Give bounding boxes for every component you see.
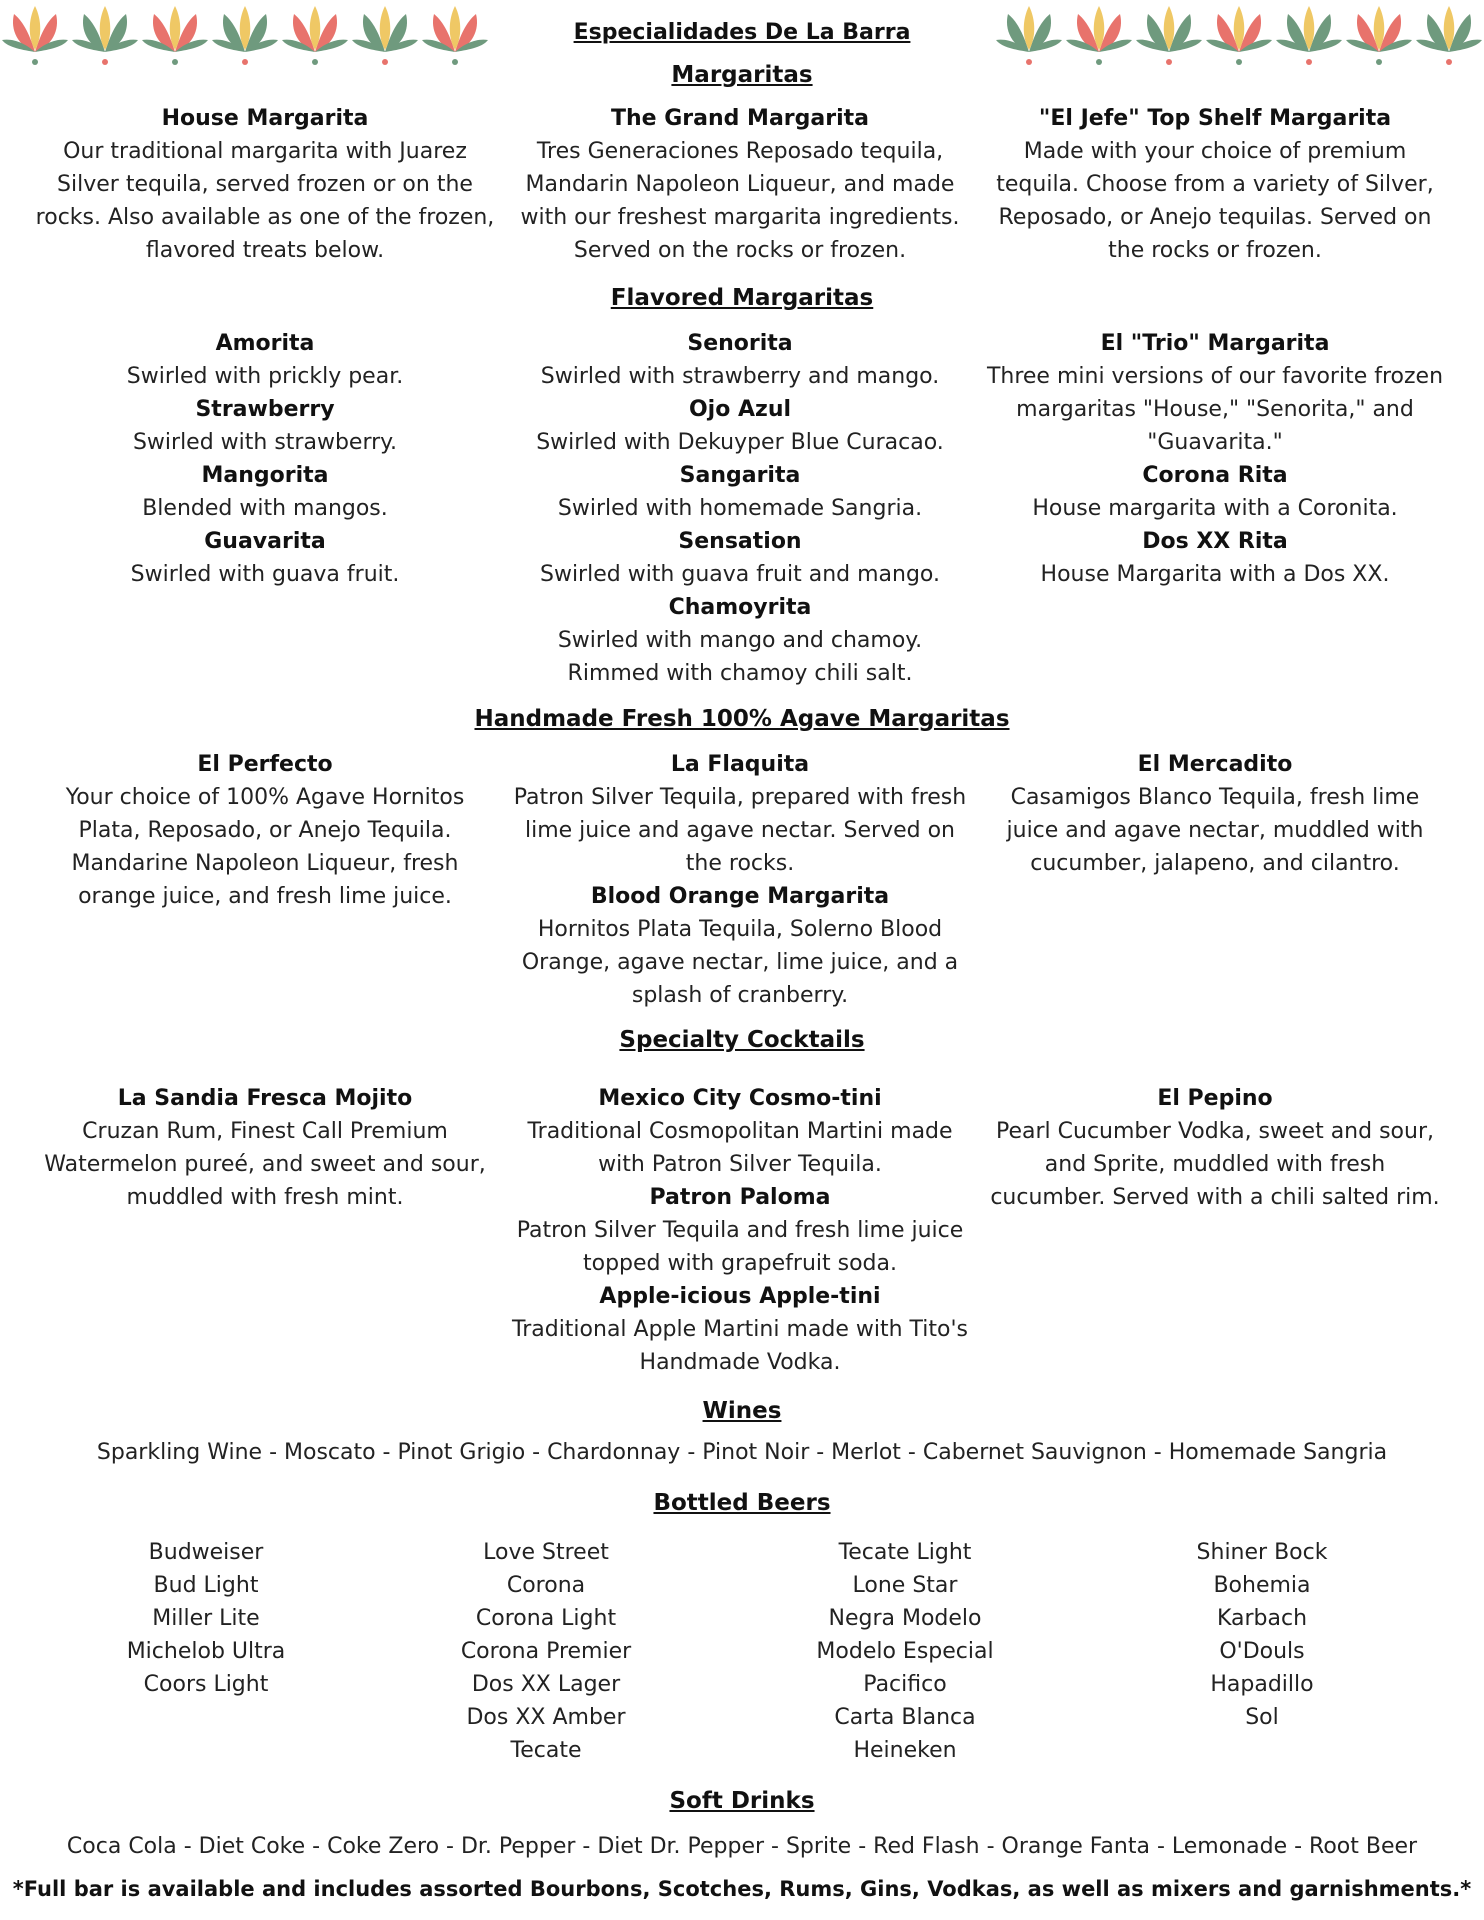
list-item: Dos XX Lager [471, 1672, 621, 1697]
handmade-col-3 [985, 748, 1445, 880]
item-name: La Sandia Fresca Mojito [117, 1086, 413, 1111]
item-name: Ojo Azul [688, 397, 792, 422]
list-item: O'Douls [1219, 1639, 1305, 1664]
list-item: Dos XX Amber [466, 1705, 626, 1730]
item-description: Patron Silver Tequila, prepared with fresh lime juice and agave nectar. Served on the rocks. [513, 785, 967, 876]
item-description: Hornitos Plata Tequila, Solerno Blood Orange, agave nectar, lime juice, and a splash of cranberry. [521, 917, 959, 1008]
cocktails-col-1 [35, 1082, 495, 1214]
footer-note: *Full bar is available and includes assorted Bourbons, Scotches, Rums, Gins, Vodkas, as well as mixers and garnishments.* [12, 1877, 1472, 1901]
handmade-col-1 [35, 748, 495, 913]
item-name: House Margarita [161, 106, 369, 131]
item-description: Swirled with strawberry. [132, 430, 398, 455]
item-name: Strawberry [195, 397, 335, 422]
beers-col-1 [56, 1536, 356, 1701]
item-name: Apple-icious Apple-tini [599, 1284, 881, 1309]
item-name: Corona Rita [1142, 463, 1288, 488]
flavored-col-3 [985, 327, 1445, 591]
soft-drinks-list: Coca Cola - Diet Coke - Coke Zero - Dr. Pepper - Diet Dr. Pepper - Sprite - Red Flash - Orange Fanta - Lemonade - Root Beer [66, 1834, 1418, 1859]
list-item: Carta Blanca [834, 1705, 976, 1730]
section-heading-beers: Bottled Beers [653, 1490, 831, 1516]
wines-list: Sparkling Wine - Moscato - Pinot Grigio - Chardonnay - Pinot Noir - Merlot - Cabernet Sauvignon - Homemade Sangria [96, 1440, 1388, 1465]
section-heading-wines: Wines [702, 1398, 782, 1424]
flavored-col-1 [35, 327, 495, 591]
menu-item [510, 102, 970, 267]
item-name: Chamoyrita [668, 595, 812, 620]
item-description: Cruzan Rum, Finest Call Premium Watermelon pureé, and sweet and sour, muddled with fresh mint. [44, 1119, 486, 1210]
item-description: Swirled with guava fruit and mango. [539, 562, 940, 587]
item-description: Your choice of 100% Agave Hornitos Plata, Reposado, or Anejo Tequila. Mandarine Napoleon Liqueur, fresh orange juice, and fresh lime juice. [65, 785, 465, 909]
item-description: Tres Generaciones Reposado tequila, Mandarin Napoleon Liqueur, and made with our freshest margarita ingredients. Served on the rocks or frozen. [520, 139, 960, 263]
item-description: Pearl Cucumber Vodka, sweet and sour, and Sprite, muddled with fresh cucumber. Served with a chili salted rim. [990, 1119, 1440, 1210]
list-item: Coors Light [143, 1672, 269, 1697]
list-item: Corona [506, 1573, 586, 1598]
item-description: Our traditional margarita with Juarez Silver tequila, served frozen or on the rocks. Also available as one of the frozen, flavored treats below. [35, 139, 495, 263]
beers-col-2 [396, 1536, 696, 1767]
menu-item [985, 102, 1445, 267]
item-name: Senorita [687, 331, 793, 356]
item-name: El Pepino [1157, 1086, 1273, 1111]
item-description: Casamigos Blanco Tequila, fresh lime juice and agave nectar, muddled with cucumber, jalapeno, and cilantro. [1006, 785, 1424, 876]
list-item: Shiner Bock [1196, 1540, 1328, 1565]
item-description: Blended with mangos. [142, 496, 388, 521]
list-item: Tecate Light [838, 1540, 972, 1565]
beers-col-3 [755, 1536, 1055, 1767]
flavored-col-2 [510, 327, 970, 690]
item-name: "El Jefe" Top Shelf Margarita [1038, 106, 1392, 131]
list-item: Bud Light [153, 1573, 259, 1598]
item-name: The Grand Margarita [610, 106, 869, 131]
list-item: Modelo Especial [816, 1639, 994, 1664]
section-heading-cocktails: Specialty Cocktails [619, 1027, 865, 1053]
item-description: Swirled with homemade Sangria. [557, 496, 923, 521]
beers-col-4 [1112, 1536, 1412, 1734]
list-item: Budweiser [148, 1540, 264, 1565]
handmade-col-2 [510, 748, 970, 1012]
item-name: El "Trio" Margarita [1100, 331, 1330, 356]
list-item: Corona Light [475, 1606, 617, 1631]
item-description: Swirled with prickly pear. [126, 364, 404, 389]
item-description: House Margarita with a Dos XX. [1040, 562, 1390, 587]
item-name: Guavarita [204, 529, 326, 554]
item-name: Mangorita [201, 463, 329, 488]
menu-item [35, 102, 495, 267]
item-name: Dos XX Rita [1142, 529, 1288, 554]
item-name: El Perfecto [197, 752, 333, 777]
item-description: Traditional Apple Martini made with Tito's Handmade Vodka. [512, 1317, 968, 1375]
item-description: Made with your choice of premium tequila. Choose from a variety of Silver, Reposado, or Anejo tequilas. Served on the rocks or frozen. [996, 139, 1434, 263]
margaritas-col-1 [35, 102, 495, 267]
item-description: Patron Silver Tequila and fresh lime juice topped with grapefruit soda. [516, 1218, 964, 1276]
list-item: Corona Premier [460, 1639, 632, 1664]
item-name: Sensation [678, 529, 802, 554]
item-name: La Flaquita [670, 752, 810, 777]
list-item: Tecate [510, 1738, 582, 1763]
page-title: Especialidades De La Barra [573, 20, 911, 45]
list-item: Love Street [483, 1540, 609, 1565]
item-name: El Mercadito [1137, 752, 1293, 777]
list-item: Negra Modelo [828, 1606, 982, 1631]
item-description: Swirled with Dekuyper Blue Curacao. [536, 430, 944, 455]
list-item: Heineken [853, 1738, 957, 1763]
section-heading-handmade: Handmade Fresh 100% Agave Margaritas [474, 706, 1010, 732]
cocktails-col-3 [985, 1082, 1445, 1214]
item-name: Patron Paloma [649, 1185, 831, 1210]
cocktails-col-2 [510, 1082, 970, 1379]
list-item: Sol [1245, 1705, 1279, 1730]
item-description: Swirled with mango and chamoy. Rimmed with chamoy chili salt. [557, 628, 923, 686]
list-item: Miller Lite [152, 1606, 260, 1631]
list-item: Hapadillo [1210, 1672, 1314, 1697]
item-name: Sangarita [679, 463, 801, 488]
list-item: Michelob Ultra [126, 1639, 286, 1664]
item-name: Mexico City Cosmo-tini [598, 1086, 882, 1111]
item-description: Traditional Cosmopolitan Martini made with Patron Silver Tequila. [527, 1119, 953, 1177]
list-item: Lone Star [852, 1573, 958, 1598]
section-heading-flavored: Flavored Margaritas [610, 285, 874, 311]
list-item: Karbach [1216, 1606, 1308, 1631]
item-name: Blood Orange Margarita [590, 884, 890, 909]
item-description: House margarita with a Coronita. [1032, 496, 1398, 521]
margaritas-col-3 [985, 102, 1445, 267]
item-description: Swirled with strawberry and mango. [540, 364, 940, 389]
section-heading-margaritas: Margaritas [671, 62, 813, 88]
item-description: Swirled with guava fruit. [130, 562, 400, 587]
margaritas-col-2 [510, 102, 970, 267]
item-description: Three mini versions of our favorite frozen margaritas "House," "Senorita," and "Guavarita." [986, 364, 1444, 455]
list-item: Pacifico [863, 1672, 947, 1697]
item-name: Amorita [215, 331, 315, 356]
list-item: Bohemia [1213, 1573, 1311, 1598]
section-heading-soft-drinks: Soft Drinks [669, 1788, 815, 1814]
